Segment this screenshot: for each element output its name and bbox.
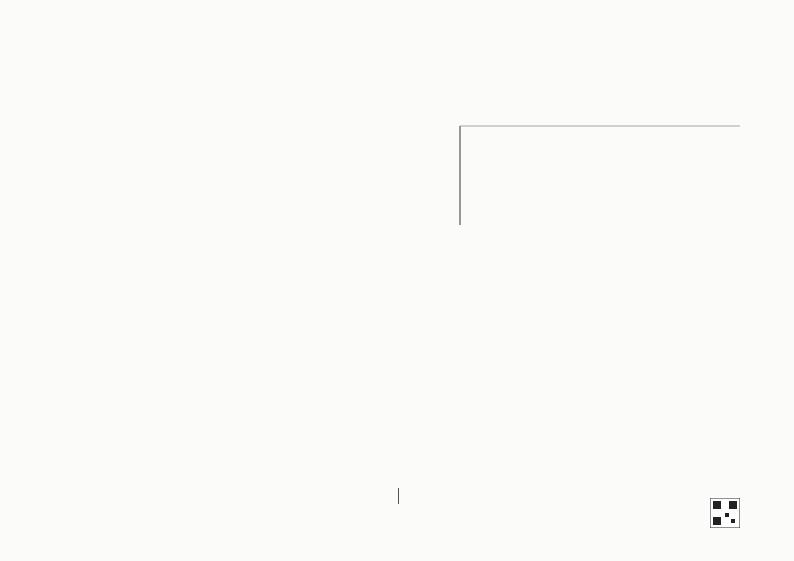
question-text-line (95, 210, 395, 219)
question-text-line (95, 295, 395, 304)
question-text-line (427, 542, 787, 551)
question-text-line (427, 60, 787, 69)
question-text-line (95, 411, 395, 420)
question-text-line (427, 473, 787, 482)
answer-options-row (427, 328, 727, 337)
question-text-line (95, 154, 395, 163)
question-text-line (95, 513, 395, 522)
question-text-line (95, 501, 395, 510)
question-text-line (427, 316, 787, 325)
page-title (130, 85, 360, 99)
answer-options-row (427, 412, 727, 421)
question-text-line (95, 246, 395, 255)
question-text-line (95, 307, 395, 316)
question-text-line (95, 375, 395, 384)
question-text-line (427, 554, 787, 561)
question-text-line (95, 355, 395, 364)
qr-code (710, 498, 740, 528)
question-text-line (95, 142, 395, 151)
question-text-line (427, 304, 787, 313)
answer-options-row (427, 521, 727, 530)
question-text-line (427, 364, 787, 373)
question-block (427, 340, 787, 421)
question-text-line (95, 477, 395, 486)
question-text-line (427, 388, 787, 397)
question-text-line (95, 319, 395, 328)
question-text-line (427, 400, 787, 409)
question-text-line (95, 105, 395, 114)
question-text-line (95, 222, 395, 231)
question-text-line (95, 258, 395, 267)
question-text-line (427, 485, 787, 494)
question-text-line (427, 292, 787, 301)
question-text-line (427, 72, 787, 81)
answer-options-row (95, 525, 350, 534)
qr-label (744, 508, 784, 518)
question-text-line (427, 352, 787, 361)
question-text-line (95, 399, 395, 408)
line-chart (430, 90, 750, 255)
question-text-line (95, 489, 395, 498)
question-text-line (427, 340, 787, 349)
question-text-line (95, 435, 395, 444)
question-block (427, 280, 787, 337)
question-text-line (427, 530, 787, 539)
question-text-line (95, 465, 395, 474)
question-text-line (95, 387, 395, 396)
question-text-line (427, 449, 787, 458)
question-text-line (95, 190, 395, 199)
question-block (427, 530, 787, 561)
question-text-line (427, 280, 787, 289)
question-text-line (427, 461, 787, 470)
question-text-line (95, 331, 395, 340)
question-block (95, 105, 395, 129)
page-mark (398, 488, 399, 504)
chart-title (430, 90, 750, 116)
question-text-line (95, 178, 395, 187)
question-block (95, 130, 395, 211)
question-text-line (427, 376, 787, 385)
question-text-line (95, 447, 395, 456)
chart-plot (430, 118, 750, 253)
question-block (427, 60, 787, 84)
question-text-line (95, 282, 395, 291)
question-text-line (95, 234, 395, 243)
question-text-line (427, 425, 787, 434)
right-column (397, 0, 794, 561)
question-text-line (95, 130, 395, 139)
question-text-line (95, 117, 395, 126)
question-block (95, 465, 395, 534)
question-text-line (95, 423, 395, 432)
question-text-line (95, 343, 395, 352)
question-text-line (95, 166, 395, 175)
question-block (95, 210, 395, 303)
question-text-line (95, 270, 395, 279)
question-text-line (427, 437, 787, 446)
